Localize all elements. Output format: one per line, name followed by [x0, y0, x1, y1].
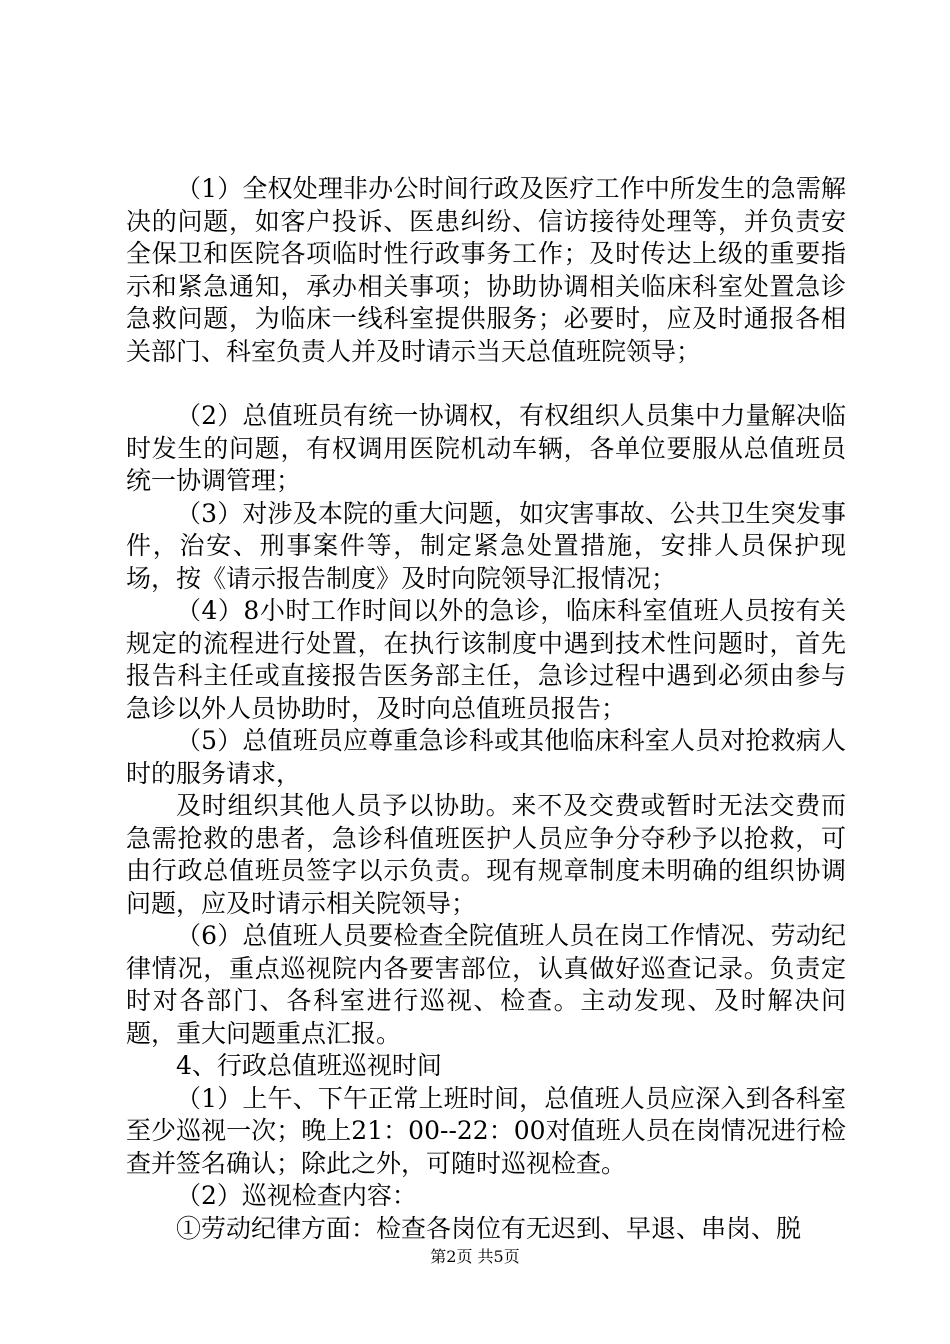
paragraph-4: （4）8小时工作时间以外的急诊，临床科室值班人员按有关规定的流程进行处置，在执行该制度中遇到技术性问题时，首先报告科主任或直接报告医务部主任，急诊过程中遇到必须由参与急诊以外人员协助时，及时向总值班员报告； [126, 596, 846, 723]
paragraph-6: 及时组织其他人员予以协助。来不及交费或暂时无法交费而急需抢救的患者，急诊科值班医护人员应争分夺秒予以抢救，可由行政总值班员签字以示负责。现有规章制度未明确的组织协调问题，应及时请示相关院领导； [126, 791, 846, 918]
document-body [126, 173, 846, 1245]
paragraph-3: （3）对涉及本院的重大问题，如灾害事故、公共卫生突发事件，治安、刑事案件等，制定紧急处置措施，安排人员保护现场，按《请示报告制度》及时向院领导汇报情况； [126, 498, 846, 593]
paragraph-2: （2）总值班员有统一协调权，有权组织人员集中力量解决临时发生的问题，有权调用医院机动车辆，各单位要服从总值班员统一协调管理； [126, 401, 846, 495]
paragraph-1: （1）全权处理非办公时间行政及医疗工作中所发生的急需解决的问题，如客户投诉、医患纠纷、信访接待处理等，并负责安全保卫和医院各项临时性行政事务工作；及时传达上级的重要指示和紧急通知，承办相关事项；协助协调相关临床科室处置急诊急救问题，为临床一线科室提供服务；必要时，应及时通报各相关部门、科室负责人并及时请示当天总值班院领导； [126, 174, 846, 366]
section-heading: 4、行政总值班巡视时间 [176, 1051, 442, 1080]
paragraph-5: （5）总值班员应尊重急诊科或其他临床科室人员对抢救病人时的服务请求， [126, 726, 846, 788]
paragraph-8: （1）上午、下午正常上班时间，总值班人员应深入到各科室至少巡视一次；晚上21：00--22：00对值班人员在岗情况进行检查并签名确认；除此之外，可随时巡视检查。 [126, 1083, 846, 1178]
paragraph-9: （2）巡视检查内容： [176, 1181, 417, 1210]
paragraph-10: ①劳动纪律方面：检查各岗位有无迟到、早退、串岗、脱 [176, 1213, 802, 1243]
paragraph-7: （6）总值班人员要检查全院值班人员在岗工作情况、劳动纪律情况，重点巡视院内各要害部位，认真做好巡查记录。负责定时对各部门、各科室进行巡视、检查。主动发现、及时解决问题，重大问题重点汇报。 [126, 921, 846, 1048]
page-footer: 第2页 共5页 [430, 1247, 520, 1266]
